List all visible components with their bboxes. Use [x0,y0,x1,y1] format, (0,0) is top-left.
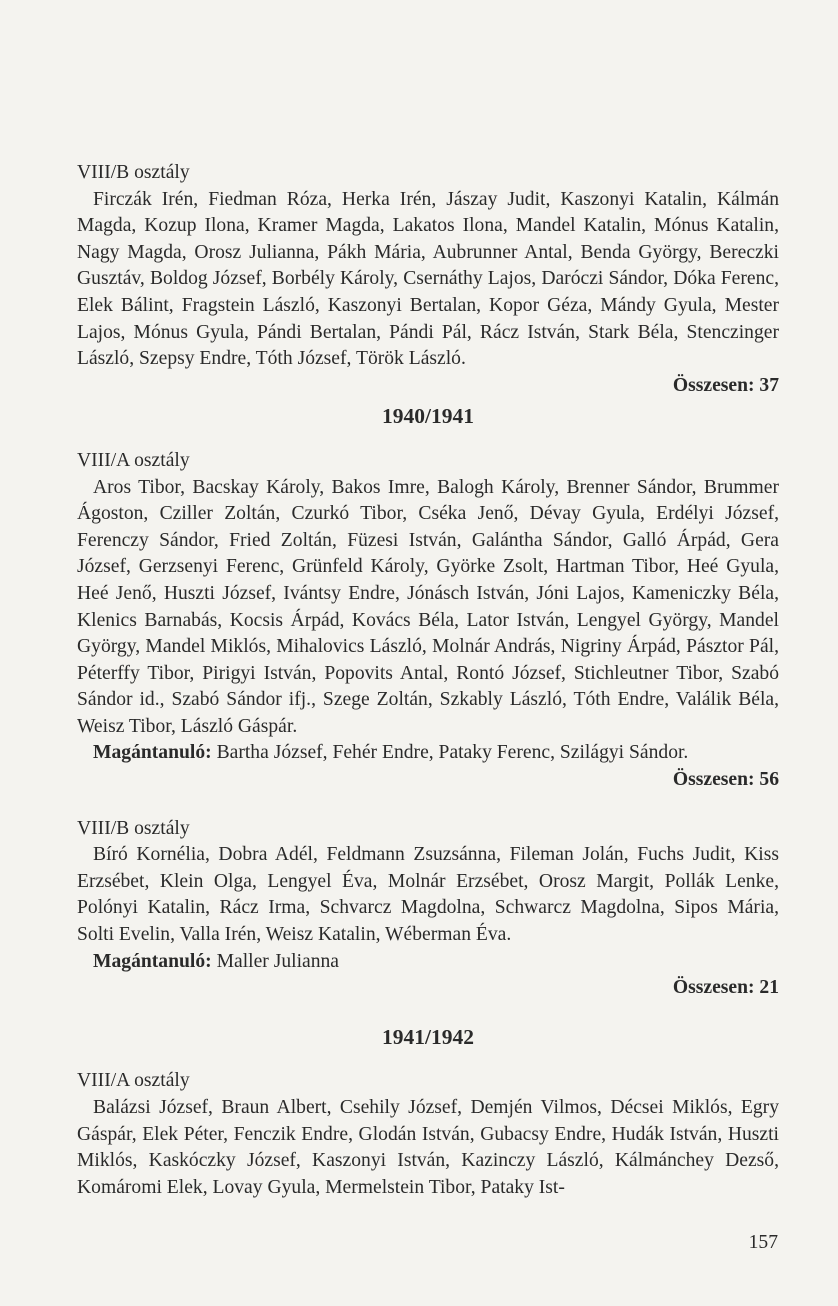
page-number: 157 [748,1232,778,1253]
document-body [77,160,779,1201]
class-heading: VIII/B osztály [77,162,190,183]
student-list: Firczák Irén, Fiedman Róza, Herka Irén, Jászay Judit, Kaszonyi Katalin, Kálmán Magda, Kozup Ilona, Kramer Magda, Lakatos Ilona, Mandel Katalin, Mónus Katalin, Nagy Magda, Orosz Julianna, Pákh Mária, Aubrunner Antal, Benda György, Bereczki Gusztáv, Boldog József, Borbély Károly, Csernáthy Lajos, Daróczi Sándor, Dóka Ferenc, Elek Bálint, Fragstein László, Kaszonyi Bertalan, Kopor Géza, Mándy Gyula, Mester Lajos, Mónus Gyula, Pándi Bertalan, Pándi Pál, Rácz István, Stark Béla, Stenczinger László, Szepsy Endre, Tóth József, Török László. [77,188,779,370]
private-label: Magántanuló: [93,950,212,972]
private-names: Bartha József, Fehér Endre, Pataky Ferenc, Szilágyi Sándor. [216,742,689,764]
total-count: Összesen: 37 [672,374,779,396]
student-list: Balázsi József, Braun Albert, Csehily József, Demjén Vilmos, Décsei Miklós, Egry Gáspár, Elek Péter, Fenczik Endre, Glodán István, Gubacsy Endre, Hudák István, Huszti Miklós, Kaskóczky József, Kaszonyi István, Kazinczy László, Kálmánchey Dezső, Komáromi Elek, Lovay Gyula, Mermelstein Tibor, Pataky Ist- [77,1097,779,1198]
class-heading: VIII/A osztály [77,1070,190,1092]
school-year-heading: 1940/1941 [382,404,474,429]
total-count: Összesen: 56 [672,769,779,791]
total-count: Összesen: 21 [672,977,779,999]
student-list: Aros Tibor, Bacskay Károly, Bakos Imre, Balogh Károly, Brenner Sándor, Brummer Ágoston, Cziller Zoltán, Czurkó Tibor, Cséka Jenő, Dévay Gyula, Erdélyi József, Ferenczy Sándor, Fried Zoltán, Füzesi István, Galántha Sándor, Galló Árpád, Gera József, Gerzsenyi Ferenc, Grünfeld Károly, Györke Zsolt, Hartman Tibor, Heé Gyula, Heé Jenő, Huszti József, Ivántsy Endre, Jónásch István, Jóni Lajos, Kameniczky Béla, Klenics Barnabás, Kocsis Árpád, Kovács Béla, Lator István, Lengyel György, Mandel György, Mandel Miklós, Mihalovics László, Molnár András, Nigriny Árpád, Pásztor Pál, Péterffy Tibor, Pirigyi István, Popovits Antal, Rontó József, Stichleutner Tibor, Szabó Sándor id., Szabó Sándor ifj., Szege Zoltán, Szkably László, Tóth Endre, Valálik Béla, Weisz Tibor, László Gáspár. [77,476,779,737]
private-students [77,949,779,976]
class-heading: VIII/A osztály [77,449,190,471]
school-year-heading: 1941/1942 [382,1024,474,1049]
private-label: Magántanuló: [93,742,212,764]
student-list: Bíró Kornélia, Dobra Adél, Feldmann Zsuzsánna, Fileman Jolán, Fuchs Judit, Kiss Erzsébet, Klein Olga, Lengyel Éva, Molnár Erzsébet, Orosz Margit, Pollák Lenke, Polónyi Katalin, Rácz Irma, Schvarcz Magdolna, Schwarcz Magdolna, Sipos Mária, Solti Evelin, Valla Irén, Weisz Katalin, Wéberman Éva. [77,844,779,946]
class-heading: VIII/B osztály [77,817,190,839]
private-names: Maller Julianna [216,950,340,972]
private-students [77,740,779,767]
